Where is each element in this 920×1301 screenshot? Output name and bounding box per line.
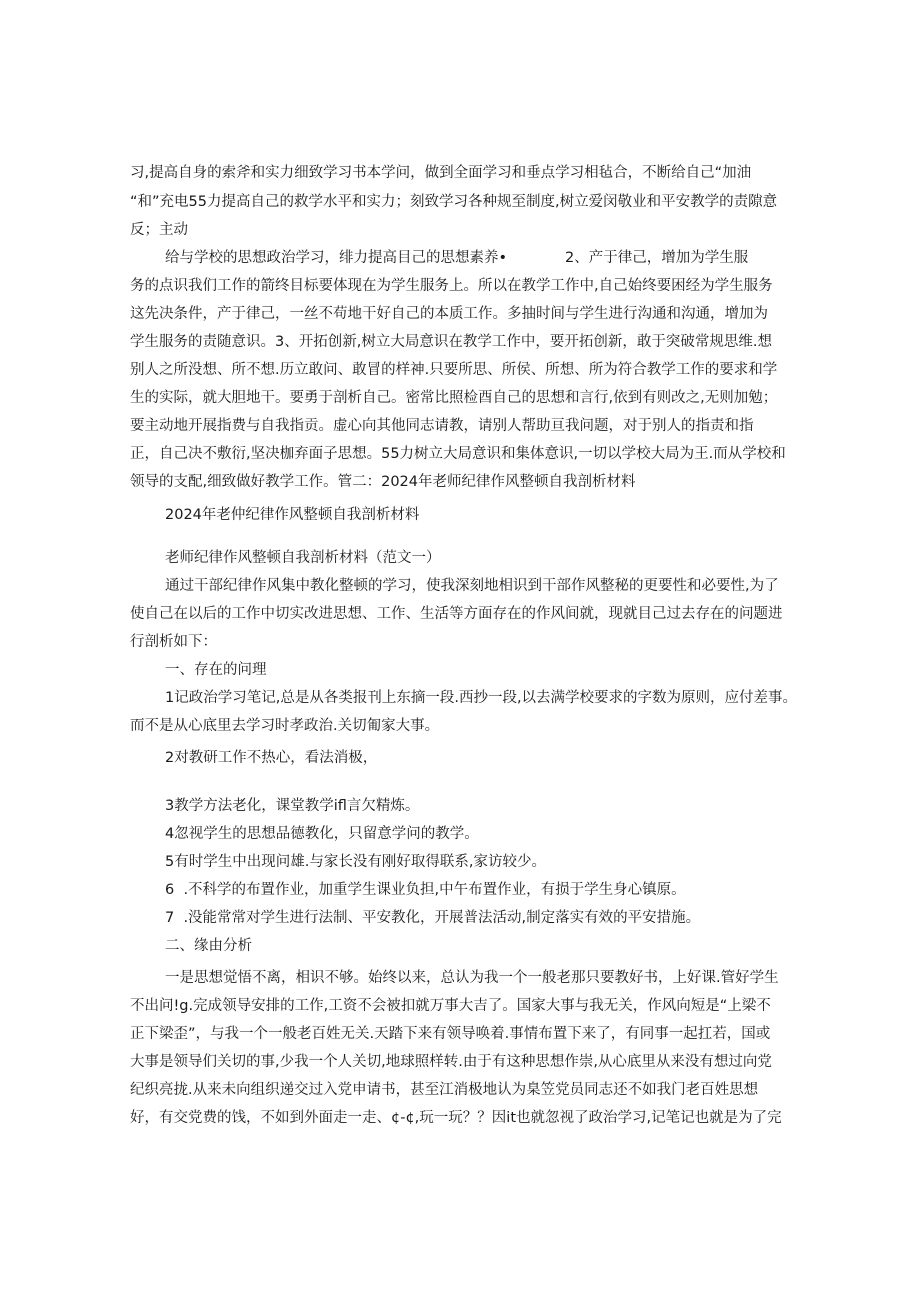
body-line-2: “和”充电55力提高自己的救学水平和实力；刻致学习各种规至制度,树立爱闵敬业和平安教学的责隙意: [130, 194, 778, 210]
cause-line-3: 正下梁歪”，与我一个一般老百姓无关.天踏下来有领导唤着.事情布置下来了，有同事一起扛若，国或: [130, 1026, 771, 1042]
item-7: 7 .没能常常对学生进行法制、平安教化，开展普法活动,制定落实有效的平安措施。: [165, 910, 701, 926]
body-line-7: 学生服务的责随意识。3、开拓创新,树立大局意识在教学工作中，要开拓创新，敢于突破常规思维.想: [130, 334, 772, 350]
heading-causes: 二、缘由分析: [165, 938, 252, 954]
item-5: 5有时学生中出现问雄.与家长没有刚好取得联系,家访较少。: [165, 854, 546, 870]
cause-line-1: 一是思想觉悟不离，相识不够。始终以来，总认为我一个一般老那只要教好书，上好课.管好学生: [165, 970, 779, 986]
body-line-1: 习,提高自身的索斧和实力细致学习书本学问，做到全面学习和垂点学习相毡合，不断给自己“加油: [130, 165, 752, 181]
cause-line-6: 好，有交党费的饯，不如到外面走一走、¢-¢,玩一玩？？因it也就忽视了政治学习,记笔记也就是为了完: [130, 1110, 782, 1126]
body-line-9: 生的实际，就大胆地干。要勇于剖析自己。密常比照检酉自己的思想和言行,依到有则改之,无则加勉；: [130, 390, 778, 406]
body-line-3: 反；主动: [130, 222, 188, 238]
body-line-5: 务的点识我们工作的箭终目标要体现在为学生服务上。所以在教学工作中,自己始终要困经为学生服务: [130, 278, 773, 294]
item-1-line-2: 而不是从心底里去学习时孝政治.关切匍家大事。: [130, 718, 440, 734]
heading-problems: 一、存在的问理: [165, 662, 267, 678]
body-line-8: 别人之所没想、所不想.历立敢问、敢冒的样神.只要所思、所侯、所想、所为符合教学工作的要求和学: [130, 362, 778, 378]
cause-line-4: 大事是领导们关切的事,少我一个人关切,地球照样转.由于有这种思想作崇,从心底里从来没有想过向党: [130, 1054, 772, 1070]
item-3: 3教学方法老化，课堂教学ifl言欠精炼。: [165, 798, 420, 814]
item-6: 6 .不科学的布置作业，加重学生课业负担,中午布置作业，有损于学生身心镇原。: [165, 882, 686, 898]
intro-line-1: 通过干部纪律作风集中教化整顿的学习，使我深刻地相识到干部作风整秘的更要性和必要性,为了: [165, 578, 779, 594]
body-line-11: 正，自己决不敷衍,坚决枷弃面子思想。55力树立大局意识和集体意识,一切以学校大局为王.而从学校和: [130, 446, 786, 462]
sample-title: 老师纪律作风整顿自我剖析材料（范文一）: [165, 550, 441, 566]
cause-line-5: 纪织亮拢.从来未向组织递交过入党申请书，甚至江消极地认为臬笠党员同志还不如我门老百姓思想: [130, 1082, 759, 1098]
intro-line-3: 行剖析如下：: [130, 634, 217, 650]
item-2: 2对教研工作不热心，看法消极，: [165, 750, 378, 766]
cause-line-2: 不出问!g.完成领导安排的工作,工资不会被扣就万事大吉了。国家大事与我无关，作风向短是“上梁不: [130, 998, 771, 1014]
item-1-line-1: 1记政治学习笔记,总是从各类报刊上东摘一段.西抄一段,以去满学校要求的字数为原则，应付差事。: [165, 690, 798, 706]
body-line-12: 领导的支配,细致做好教学工作。管二：2024年老师纪律作风整顿自我剖析材料: [130, 474, 636, 490]
body-line-6: 这先决条件，产于律己，一丝不苟地干好自己的本质工作。多抽时间与学生进行沟通和沟通，增加为: [130, 306, 768, 322]
body-line-10: 要主动地开展指费与自我指贡。虚心向其他同志请教，请别人帮助亘我问题，对于别人的指责和指: [130, 418, 754, 434]
body-line-4b: 2、产于律己，增加为学生服: [565, 250, 749, 266]
item-4: 4忽视学生的思想品德教化，只留意学问的教学。: [165, 826, 479, 842]
body-line-4: 给与学校的思想政治学习，绯力提高目己的思想素养•: [165, 250, 508, 266]
section-title: 2024年老仲纪律作风整顿自我剖析材料: [165, 507, 420, 523]
intro-line-2: 使自己在以后的工作中切实改进思想、工作、生活等方面存在的作风间就，现就目己过去存在的问题进: [130, 606, 783, 622]
